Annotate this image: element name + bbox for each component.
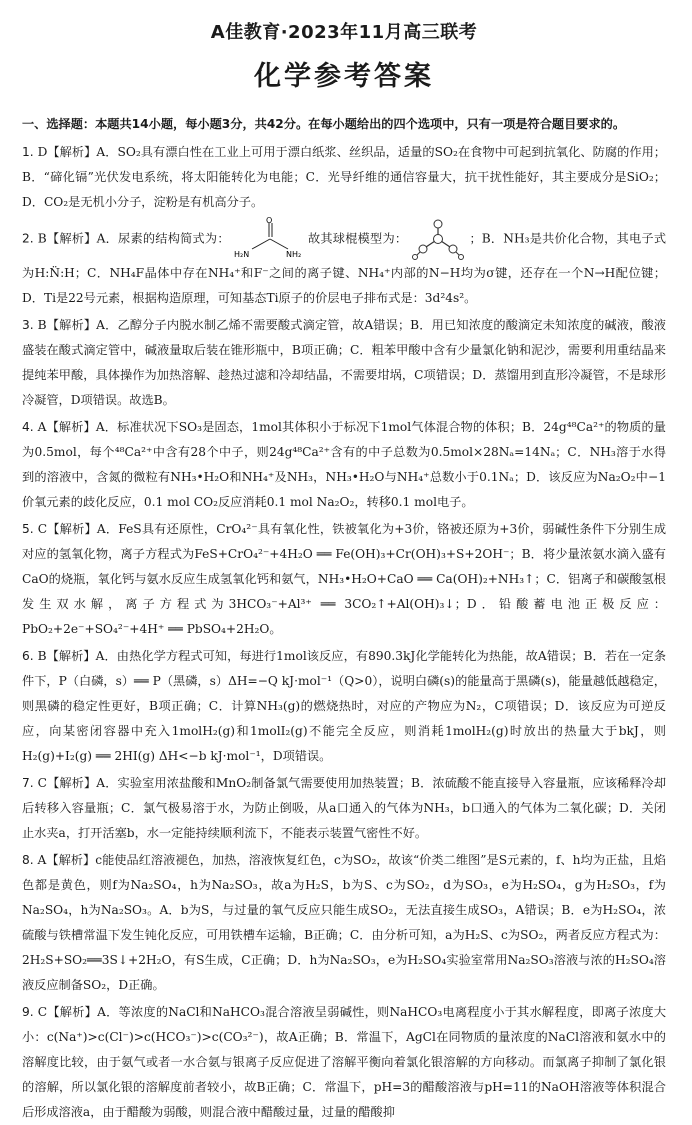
answer-6 — [22, 644, 666, 769]
answer-explanation: A．乙醇分子内脱水制乙烯不需要酸式滴定管，故A错误；B．用已知浓度的酸滴定未知浓度的碱液，酸液盛装在酸式滴定管中，碱液量取后装在锥形瓶中，B项正确；C．粗苯甲酸中含有少量氯化钠和泥沙，需要利用重结晶来提纯苯甲酸，具体操作为加热溶解、趁热过滤和冷却结晶，不需要坩埚，C项错误；D．蒸馏用到直形冷凝管，不是球形冷凝管，D项错误。故选B。 — [22, 318, 666, 407]
answer-explanation: A．FeS具有还原性，CrO₄²⁻具有氧化性，铁被氧化为+3价，铬被还原为+3价，弱碱性条件下分别生成对应的氢氧化物，离子方程式为FeS+CrO₄²⁻+4H₂O ══ Fe(OH)₃+Cr(OH)₃+S+2OH⁻；B．将少量浓氨水滴入盛有CaO的烧瓶，氧化钙与氨水反应生成氢氧化钙和氨气，NH₃•H₂O+CaO ══ Ca(OH)₂+NH₃↑；C．铝离子和碳酸氢根发生双水解，离子方程式为3HCO₃⁻+Al³⁺ ══ 3CO₂↑+Al(OH)₃↓；D．铅酸蓄电池正极反应：PbO₂+2e⁻+SO₄²⁻+4H⁺ ══ PbSO₄+2H₂O。 — [22, 522, 667, 636]
answer-explanation: ；B．NH₃是共价化合物，其电子式为H:N̈:H；C．NH₄F晶体中存在NH₄⁺和F⁻之间的离子键、NH₄⁺内部的N−H均为σ键，还存在一个N→H配位键；D．Ti是22号元素，根据构造原理，可知基态Ti原子的价层电子排布式是：3d²4s²。 — [22, 231, 667, 305]
answer-explanation: c能使品红溶液褪色，加热，溶液恢复红色，c为SO₂，故该“价类二维图”是S元素的，f、h均为正盐，且焰色都是黄色，则f为Na₂SO₄，h为Na₂SO₃，故a为H₂S，b为S、c为SO₂，d为SO₃，e为H₂SO₄，g为H₂SO₃，f为Na₂SO₄，h为Na₂SO₃。A．b为S，与过量的氧气反应只能生成SO₂，无法直接生成SO₃，A错误；B．e为H₂SO₄，浓硫酸与铁槽常温下发生钝化反应，可用铁槽车运输，B正确；C．由分析可知，a为H₂S、c为SO₂，两者反应方程式为：2H₂S+SO₂══3S↓+2H₂O，有S生成，C正确；D．h为Na₂SO₃，e为H₂SO₄实验室常用Na₂SO₃溶液与浓的H₂SO₄溶液反应制备SO₂，D正确。 — [22, 853, 666, 992]
answer-2 — [22, 217, 666, 311]
answer-key: C【解析】 — [37, 776, 97, 790]
answer-explanation-part: 故其球棍模型为： — [307, 231, 408, 246]
answer-explanation: A．实验室用浓盐酸和MnO₂制备氯气需要使用加热装置；B．浓硫酸不能直接导入容量瓶，应该稀释冷却后转移入容量瓶；C．氯气极易溶于水，为防止倒吸，从a口通入的气体为NH₃，b口通入的气体为二氧化碳；D．关闭止水夹a，打开活塞b，水一定能持续顺利流下，不能表示装置气密性不好。 — [22, 776, 667, 840]
answer-number: 6. — [22, 649, 34, 663]
answer-explanation: A．由热化学方程式可知，每进行1mol该反应，有890.3kJ化学能转化为热能，故A错误；B．若在一定条件下，P（白磷，s）══ P（黑磷，s）ΔH=−Q kJ·mol⁻¹（Q>0），说明白磷(s)的能量高于黑磷(s)，能量越低越稳定，则黑磷的稳定性更好，B项正确；C．计算NH₃(g)的燃烧热时，对应的产物应为N₂，C项错误；D．该反应为可逆反应，向某密闭容器中充入1molH₂(g)和1molI₂(g)不能完全反应，则消耗1molH₂(g)时放出的热量大于bkJ，则H₂(g)+I₂(g) ══ 2HI(g) ΔH<−b kJ·mol⁻¹，D项错误。 — [22, 649, 667, 763]
answer-key: A【解析】 — [37, 853, 96, 867]
answer-number: 9. — [22, 1005, 34, 1019]
svg-text:NH₂: NH₂ — [285, 250, 302, 259]
section-heading: 一、选择题：本题共14小题，每小题3分，共42分。在每小题给出的四个选项中，只有一项是符合题目要求的。 — [22, 117, 626, 131]
answer-explanation: A．标准状况下SO₃是固态，1mol其体积小于标况下1mol气体混合物的体积；B．24g⁴⁸Ca²⁺的物质的量为0.5mol，每个⁴⁸Ca²⁺中含有28个中子，则24g⁴⁸Ca²⁺含有的中子总数为0.5mol×28Nₐ=14Nₐ；C．NH₃溶于水得到的溶液中，含氮的微粒有NH₃•H₂O和NH₄⁺及NH₃，NH₃•H₂O与NH₄⁺总数小于0.1Nₐ；D．该反应为Na₂O₂中−1价氧元素的歧化反应，0.1 mol CO₂反应消耗0.1 mol Na₂O₂，转移0.1 mol电子。 — [22, 420, 666, 509]
urea-structure-diagram — [234, 217, 304, 261]
ball-stick-model-diagram — [411, 217, 465, 261]
answer-4 — [22, 415, 666, 515]
answer-8 — [22, 848, 666, 998]
answer-number: 1. — [22, 145, 34, 159]
answer-number: 2. — [22, 231, 34, 246]
answer-key: B【解析】 — [37, 231, 97, 246]
answer-key: B【解析】 — [37, 649, 96, 663]
answer-3 — [22, 313, 666, 413]
answer-9 — [22, 1000, 666, 1125]
answer-key: B【解析】 — [37, 318, 97, 332]
answer-number: 5. — [22, 522, 34, 536]
answer-number: 4. — [22, 420, 34, 434]
answer-number: 8. — [22, 853, 34, 867]
answer-explanation: A．SO₂具有漂白性在工业上可用于漂白纸浆、丝织品，适量的SO₂在食物中可起到抗氧化、防腐的作用；B．“碲化镉”光伏发电系统，将太阳能转化为电能；C．光导纤维的通信容量大，抗干扰性能好，其主要成分是SiO₂；D．CO₂是无机小分子，淀粉是有机高分子。 — [22, 145, 666, 209]
answer-7 — [22, 771, 666, 846]
answer-1 — [22, 140, 666, 215]
answer-5 — [22, 517, 666, 642]
page-title: 化学参考答案 — [254, 61, 434, 92]
exam-header: A佳教育·2023年11月高三联考 — [210, 22, 478, 43]
answer-key: C【解析】 — [37, 1005, 98, 1019]
answer-number: 7. — [22, 776, 34, 790]
answer-explanation-part: A．尿素的结构简式为： — [96, 231, 230, 246]
answer-explanation: A．等浓度的NaCl和NaHCO₃混合溶液呈弱碱性，则NaHCO₃电离程度小于其水解程度，即离子浓度大小：c(Na⁺)>c(Cl⁻)>c(HCO₃⁻)>c(CO₃²⁻)，故A正确；B．常温下，AgCl在同物质的量浓度的NaCl溶液和氨水中的溶解度比较，由于氨气或者一水合氨与银离子反应促进了溶解平衡向着氯化银溶解的方向移动。而氯离子抑制了氯化银的溶解，所以氯化银的溶解度前者较小，故B正确；C．常温下，pH=3的醋酸溶液与pH=11的NaOH溶液等体积混合后形成溶液a，由于醋酸为弱酸，则混合液中醋酸过量，过量的醋酸抑 — [22, 1005, 667, 1119]
answer-key: C【解析】 — [37, 522, 97, 536]
answer-key: D【解析】 — [37, 145, 97, 159]
answer-key: A【解析】 — [37, 420, 96, 434]
svg-text:O: O — [265, 217, 273, 225]
svg-text:H₂N: H₂N — [233, 250, 250, 259]
answer-number: 3. — [22, 318, 34, 332]
